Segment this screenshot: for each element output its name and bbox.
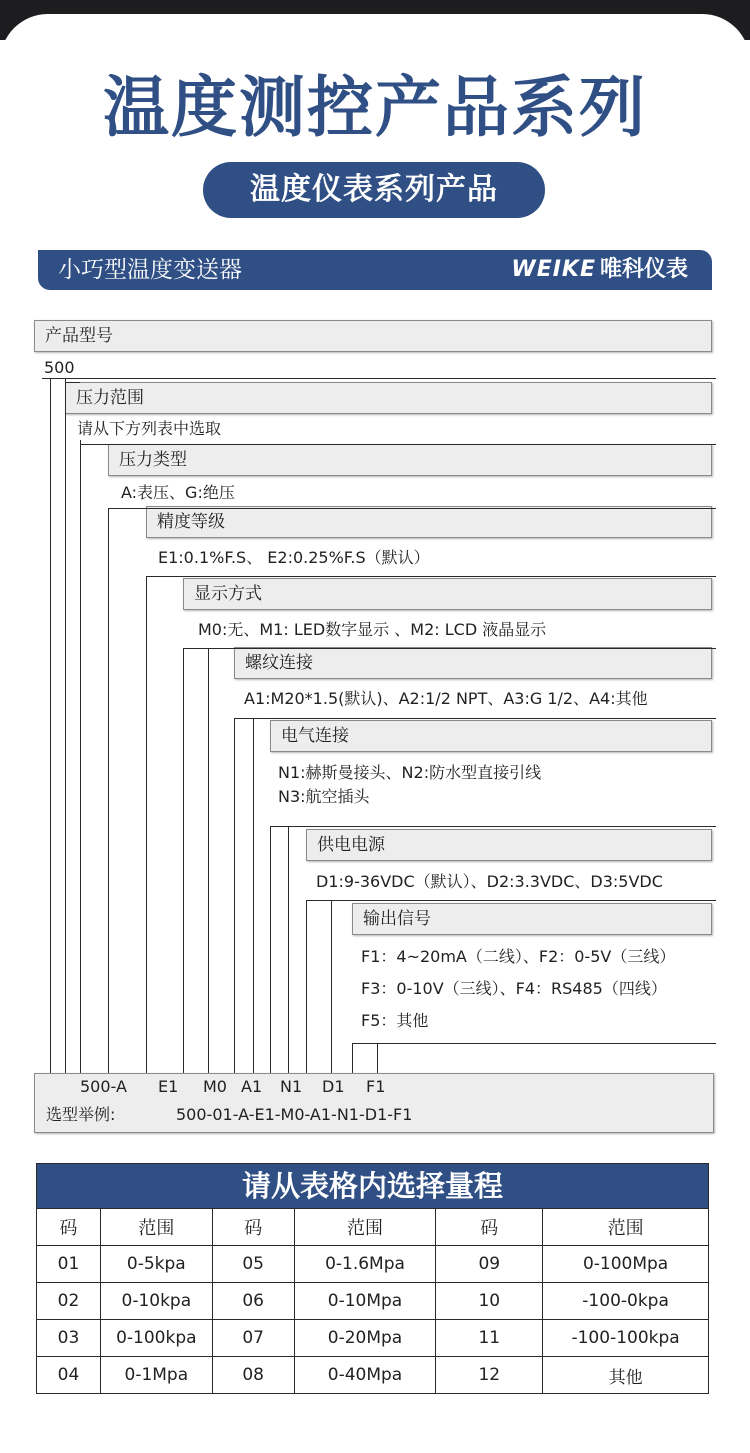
table-cell: 0-1Mpa [100, 1357, 212, 1394]
header-cell: 范围 [100, 1209, 212, 1246]
header-cell: 范围 [294, 1209, 436, 1246]
divider-line [352, 1043, 716, 1044]
divider-line [306, 900, 716, 901]
table-cell: 08 [212, 1357, 294, 1394]
table-cell: 0-100Mpa [543, 1246, 709, 1283]
option-line: N3:航空插头 [278, 787, 370, 806]
table-cell: 0-100kpa [100, 1320, 212, 1357]
table-cell: 06 [212, 1283, 294, 1320]
tree-line [253, 718, 254, 1073]
code-label: A1 [241, 1077, 263, 1096]
connector-line [65, 382, 80, 383]
tree-line [234, 718, 235, 1073]
example-label: 选型举例: [46, 1105, 116, 1124]
table-cell: 07 [212, 1320, 294, 1357]
table-cell: -100-0kpa [543, 1283, 709, 1320]
tree-line [352, 1043, 353, 1073]
divider-line [108, 508, 716, 509]
table-cell: 0-10kpa [100, 1283, 212, 1320]
tree-line [108, 508, 109, 1073]
table-cell: 0-5kpa [100, 1246, 212, 1283]
field-power-supply: 供电电源 [306, 829, 712, 861]
table-cell: 其他 [543, 1357, 709, 1394]
page-title: 温度测控产品系列 [103, 69, 647, 146]
tree-line [288, 826, 289, 1073]
table-cell: -100-100kpa [543, 1320, 709, 1357]
brand-logo [511, 250, 688, 290]
divider-line [183, 648, 716, 649]
divider-line [234, 718, 716, 719]
table-cell: 12 [436, 1357, 543, 1394]
option-line: F3：0-10V（三线）、F4：RS485（四线） [361, 979, 667, 998]
product-model-field: 产品型号 [34, 320, 712, 352]
tree-line [50, 378, 51, 1073]
header-cell: 码 [37, 1209, 101, 1246]
option-line: D1:9-36VDC（默认）、D2:3.3VDC、D3:5VDC [316, 872, 663, 891]
option-line: F5：其他 [361, 1011, 429, 1030]
product-model-value: 500 [44, 358, 75, 377]
divider-line [270, 826, 716, 827]
field-pressure-type: 压力类型 [108, 444, 712, 476]
tree-line [270, 826, 271, 1073]
divider-line [80, 444, 716, 445]
tree-line [183, 648, 184, 1073]
tree-line [331, 900, 332, 1073]
table-cell: 03 [37, 1320, 101, 1357]
table-cell: 11 [436, 1320, 543, 1357]
table-row [37, 1357, 709, 1394]
divider-line [42, 378, 716, 379]
divider-line [146, 576, 716, 577]
product-banner [38, 250, 712, 290]
field-thread-connection: 螺纹连接 [234, 647, 712, 679]
table-row [37, 1246, 709, 1283]
range-table [36, 1163, 709, 1394]
field-output-signal: 输出信号 [352, 903, 712, 935]
code-label: M0 [203, 1077, 227, 1096]
option-line: N1:赫斯曼接头、N2:防水型直接引线 [278, 763, 542, 782]
table-cell: 10 [436, 1283, 543, 1320]
tree-line [208, 648, 209, 1073]
range-table-title: 请从表格内选择量程 [36, 1163, 709, 1208]
header-cell: 码 [436, 1209, 543, 1246]
field-electrical-connection: 电气连接 [270, 720, 712, 752]
table-cell: 0-40Mpa [294, 1357, 436, 1394]
code-label: E1 [158, 1077, 179, 1096]
field-pressure-range: 压力范围 [65, 382, 712, 414]
option-line: 请从下方列表中选取 [77, 419, 222, 438]
example-value: 500-01-A-E1-M0-A1-N1-D1-F1 [176, 1105, 413, 1124]
code-label: F1 [366, 1077, 386, 1096]
tree-line [377, 1043, 378, 1073]
brand-latin: WEIKE [511, 257, 596, 282]
option-line: A:表压、G:绝压 [121, 483, 235, 502]
table-header-row [37, 1209, 709, 1246]
tree-line [80, 440, 81, 1073]
table-cell: 0-1.6Mpa [294, 1246, 436, 1283]
table-cell: 0-10Mpa [294, 1283, 436, 1320]
code-label: D1 [322, 1077, 345, 1096]
option-line: M0:无、M1: LED数字显示 、M2: LCD 液晶显示 [198, 620, 547, 639]
banner-title: 小巧型温度变送器 [58, 257, 242, 283]
table-cell: 05 [212, 1246, 294, 1283]
tree-line [65, 378, 66, 1073]
header-cell: 码 [212, 1209, 294, 1246]
option-line: E1:0.1%F.S、 E2:0.25%F.S（默认） [158, 548, 430, 567]
table-row [37, 1320, 709, 1357]
code-label: 500-A [80, 1077, 127, 1096]
option-line: A1:M20*1.5(默认)、A2:1/2 NPT、A3:G 1/2、A4:其他 [244, 689, 648, 708]
field-display-mode: 显示方式 [183, 578, 712, 610]
tree-line [306, 900, 307, 1073]
table-cell: 04 [37, 1357, 101, 1394]
tree-line [146, 576, 147, 1073]
field-accuracy-class: 精度等级 [146, 506, 712, 538]
table-cell: 01 [37, 1246, 101, 1283]
code-label: N1 [280, 1077, 303, 1096]
table-cell: 0-20Mpa [294, 1320, 436, 1357]
table-row [37, 1283, 709, 1320]
table-cell: 09 [436, 1246, 543, 1283]
header-cell: 范围 [543, 1209, 709, 1246]
table-cell: 02 [37, 1283, 101, 1320]
brand-cn: 唯科仪表 [599, 257, 688, 282]
option-line: F1：4~20mA（二线）、F2：0-5V（三线） [361, 947, 676, 966]
subtitle-pill: 温度仪表系列产品 [203, 162, 545, 218]
